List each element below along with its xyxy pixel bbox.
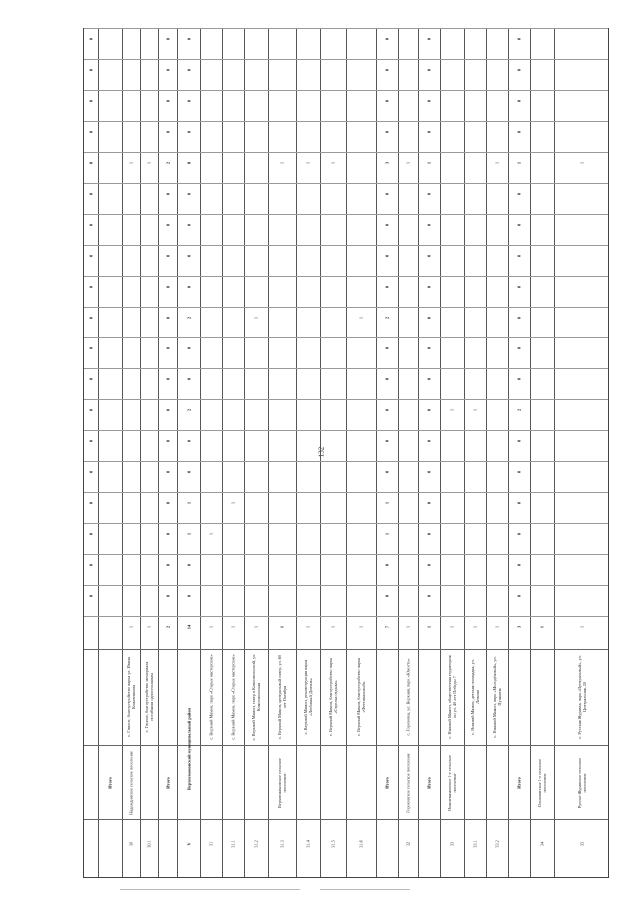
footer-rule-right bbox=[320, 889, 410, 890]
cell-value: 1 bbox=[186, 502, 191, 505]
cell-value: 0 bbox=[165, 316, 170, 319]
cell-value: 0 bbox=[384, 409, 390, 412]
cell-value: 1 bbox=[253, 625, 259, 629]
row-number: 33.2 bbox=[494, 840, 500, 848]
row-number: 31.2 bbox=[253, 840, 259, 848]
cell-value: 0 bbox=[165, 502, 170, 505]
section-divider bbox=[84, 819, 608, 820]
cell-value: 0 bbox=[165, 285, 170, 288]
district-name: Верхнемамонский муниципальный район bbox=[186, 708, 191, 790]
district-name: Верхнемамонское сельское поселение bbox=[277, 758, 287, 808]
band-divider bbox=[530, 29, 531, 877]
cell-value: 0 bbox=[516, 316, 522, 319]
cell-value: 0 bbox=[426, 533, 432, 536]
cell-value: 0 bbox=[88, 471, 94, 474]
cell-value: 0 bbox=[88, 409, 94, 412]
object-name: с. Верхний Мамон, сквер в Комсомольский, ул. Комсомольская bbox=[251, 653, 261, 741]
band-divider bbox=[346, 29, 347, 877]
column-divider bbox=[84, 152, 608, 153]
object-name: с. Гнилое, благоустройство парка ул. Ивана Кожевникова bbox=[126, 657, 136, 737]
band-divider bbox=[486, 29, 487, 877]
section-divider bbox=[84, 745, 608, 746]
cell-value: 1 bbox=[384, 502, 390, 505]
column-divider bbox=[84, 430, 608, 431]
column-divider bbox=[84, 585, 608, 586]
cell-value: 2 bbox=[516, 409, 522, 412]
cell-value: 1 bbox=[128, 161, 134, 164]
cell-value: 0 bbox=[426, 192, 432, 195]
column-divider bbox=[84, 245, 608, 246]
district-name: Нижнемамонское 1-е сельское поселение bbox=[447, 755, 457, 811]
cell-value: 0 bbox=[88, 533, 94, 536]
cell-value: 1 bbox=[449, 409, 455, 412]
cell-value: 0 bbox=[88, 130, 94, 133]
cell-value: 0 bbox=[165, 409, 170, 412]
cell-value: 0 bbox=[384, 223, 390, 226]
cell-value: 0 bbox=[426, 316, 432, 319]
cell-value: 0 bbox=[426, 254, 432, 257]
cell-value: 0 bbox=[516, 254, 522, 257]
row-number: 34 bbox=[539, 841, 545, 847]
cell-value: 0 bbox=[426, 130, 432, 133]
column-divider bbox=[84, 28, 608, 29]
cell-value: 1 bbox=[146, 625, 152, 629]
column-divider bbox=[84, 554, 608, 555]
cell-value: 0 bbox=[165, 223, 170, 226]
row-number: 35 bbox=[579, 841, 585, 847]
band-divider bbox=[200, 29, 201, 877]
cell-value: 0 bbox=[426, 378, 432, 381]
district-name: Гороховское сельское поселение bbox=[405, 753, 411, 813]
cell-value: 0 bbox=[426, 440, 432, 443]
cell-value: 0 bbox=[516, 192, 522, 195]
object-name: с. Верхний Мамон, благоустройство парка «Фестивальный» bbox=[356, 658, 366, 736]
object-name: с. Нижний Мамон, детская площадка, ул. Ленина bbox=[470, 659, 480, 735]
cell-value: 0 bbox=[384, 440, 390, 443]
cell-value: 0 bbox=[186, 347, 191, 350]
object-name: с. Нижний Мамон, парк «Молодёжный», ул. Пушкина bbox=[492, 656, 502, 738]
cell-value: 2 bbox=[186, 316, 191, 319]
cell-value: 0 bbox=[426, 223, 432, 226]
cell-value: 1 bbox=[330, 625, 336, 629]
object-name: с. Гороховка, ул. Верхняя, парк «Юность» bbox=[405, 658, 411, 736]
cell-value: 0 bbox=[88, 285, 94, 288]
cell-value: 1 bbox=[358, 316, 364, 319]
cell-value: 0 bbox=[88, 192, 94, 195]
cell-value: 1 bbox=[384, 533, 390, 536]
band-divider bbox=[222, 29, 223, 877]
cell-value: 0 bbox=[426, 502, 432, 505]
footer-rule-left bbox=[120, 889, 300, 890]
cell-value: 1 bbox=[305, 625, 311, 629]
row-number: 31.4 bbox=[305, 840, 311, 848]
cell-value: 0 bbox=[165, 563, 170, 567]
cell-value: 2 bbox=[384, 316, 390, 319]
cell-value: 8 bbox=[279, 625, 285, 629]
band-divider bbox=[296, 29, 297, 877]
object-name: с. Верхний Мамон, реконструкция парка «Любимый Дончик» bbox=[303, 659, 313, 735]
band-divider bbox=[508, 29, 509, 877]
cell-value: 0 bbox=[165, 471, 170, 474]
cell-value: 0 bbox=[426, 563, 432, 567]
cell-value: 0 bbox=[516, 37, 522, 41]
cell-value: 8 bbox=[186, 161, 191, 164]
cell-value: 0 bbox=[516, 440, 522, 443]
cell-value: 0 bbox=[186, 192, 191, 195]
cell-value: 0 bbox=[516, 285, 522, 288]
cell-value: 0 bbox=[384, 130, 390, 133]
cell-value: 2 bbox=[165, 161, 170, 164]
total-label: Итого bbox=[165, 777, 170, 789]
cell-value: 0 bbox=[426, 37, 432, 41]
total-label: Итого bbox=[516, 777, 522, 789]
cell-value: 0 bbox=[384, 37, 390, 41]
cell-value: 0 bbox=[88, 254, 94, 257]
cell-value: 0 bbox=[384, 285, 390, 288]
cell-value: 1 bbox=[230, 502, 236, 505]
cell-value: 0 bbox=[88, 440, 94, 443]
cell-value: 3 bbox=[516, 625, 522, 629]
cell-value: 1 bbox=[426, 161, 432, 164]
cell-value: 1 bbox=[128, 625, 134, 629]
cell-value: 1 bbox=[208, 625, 214, 629]
row-number: 33.1 bbox=[472, 840, 478, 848]
page-number: 132 bbox=[317, 446, 326, 458]
cell-value: 0 bbox=[88, 99, 94, 103]
band-divider bbox=[320, 29, 321, 877]
cell-value: 0 bbox=[165, 254, 170, 257]
band-divider bbox=[140, 29, 141, 877]
cell-value: 0 bbox=[516, 130, 522, 133]
cell-value: 0 bbox=[88, 37, 94, 41]
band-divider bbox=[398, 29, 399, 877]
column-divider bbox=[84, 90, 608, 91]
cell-value: 0 bbox=[384, 254, 390, 257]
cell-value: 1 bbox=[186, 533, 191, 536]
cell-value: 0 bbox=[426, 347, 432, 350]
cell-value: 1 bbox=[358, 625, 364, 629]
column-divider bbox=[84, 461, 608, 462]
cell-value: 1 bbox=[405, 161, 411, 164]
cell-value: 0 bbox=[186, 37, 191, 41]
column-divider bbox=[84, 523, 608, 524]
cell-value: 0 bbox=[165, 378, 170, 381]
cell-value: 1 bbox=[472, 625, 478, 629]
band-divider bbox=[268, 29, 269, 877]
band-divider bbox=[418, 29, 419, 877]
column-divider bbox=[84, 399, 608, 400]
column-divider bbox=[84, 337, 608, 338]
total-label: Итого bbox=[426, 777, 432, 789]
object-name: с. Гнилое, благоустройство мемориала погибшим односельчанам bbox=[144, 661, 154, 733]
cell-value: 0 bbox=[186, 285, 191, 288]
band-divider bbox=[554, 29, 555, 877]
cell-value: 0 bbox=[516, 533, 522, 536]
cell-value: 0 bbox=[88, 563, 94, 567]
object-name: с. Верхний Мамон, благоустройство парка «Стрелка отдыха» bbox=[328, 658, 338, 736]
cell-value: 3 bbox=[384, 161, 390, 164]
row-number: 31.3 bbox=[279, 840, 285, 848]
row-number: 33 bbox=[449, 841, 455, 847]
cell-value: 0 bbox=[539, 625, 545, 629]
cell-value: 1 bbox=[146, 161, 152, 164]
row-number: 30.1 bbox=[146, 840, 152, 848]
cell-value: 0 bbox=[88, 161, 94, 164]
row-number: 31 bbox=[208, 841, 214, 847]
column-divider bbox=[84, 492, 608, 493]
cell-value: 0 bbox=[384, 68, 390, 72]
column-divider bbox=[84, 307, 608, 308]
cell-value: 0 bbox=[165, 37, 170, 41]
column-divider bbox=[84, 368, 608, 369]
cell-value: 1 bbox=[208, 533, 214, 536]
cell-value: 0 bbox=[186, 68, 191, 72]
cell-value: 0 bbox=[88, 378, 94, 381]
cell-value: 0 bbox=[186, 99, 191, 103]
cell-value: 0 bbox=[384, 563, 390, 567]
cell-value: 0 bbox=[88, 223, 94, 226]
cell-value: 1 bbox=[472, 409, 478, 412]
cell-value: 2 bbox=[165, 625, 170, 629]
cell-value: 0 bbox=[88, 347, 94, 350]
column-divider bbox=[84, 121, 608, 122]
band-divider bbox=[177, 29, 178, 877]
cell-value: 0 bbox=[516, 378, 522, 381]
cell-value: 1 bbox=[426, 625, 432, 629]
band-divider bbox=[122, 29, 123, 877]
cell-value: 0 bbox=[186, 471, 191, 474]
band-divider bbox=[376, 29, 377, 877]
cell-value: 0 bbox=[165, 68, 170, 72]
row-number: 32 bbox=[405, 841, 411, 847]
cell-value: 0 bbox=[88, 316, 94, 319]
cell-value: 0 bbox=[88, 502, 94, 505]
column-divider bbox=[84, 214, 608, 215]
cell-value: 1 bbox=[305, 161, 311, 164]
cell-value: 1 bbox=[494, 625, 500, 629]
row-number: V bbox=[186, 842, 191, 846]
cell-value: 0 bbox=[426, 68, 432, 72]
column-divider bbox=[84, 59, 608, 60]
cell-value: 0 bbox=[186, 594, 191, 598]
cell-value: 0 bbox=[186, 130, 191, 133]
object-name: с. Верхний Мамон, центральный сквер, ул. 60 лет Октября bbox=[277, 654, 287, 740]
cell-value: 0 bbox=[165, 192, 170, 195]
column-divider bbox=[84, 276, 608, 277]
cell-value: 1 bbox=[449, 625, 455, 629]
cell-value: 7 bbox=[384, 625, 390, 629]
cell-value: 0 bbox=[426, 594, 432, 598]
cell-value: 0 bbox=[426, 285, 432, 288]
band-divider bbox=[98, 29, 99, 877]
band-divider bbox=[244, 29, 245, 877]
cell-value: 0 bbox=[516, 347, 522, 350]
cell-value: 0 bbox=[426, 99, 432, 103]
cell-value: 0 bbox=[186, 563, 191, 567]
band-divider bbox=[158, 29, 159, 877]
district-name: Ольховатское 1-е сельское поселение bbox=[537, 758, 547, 808]
row-number: 31.5 bbox=[330, 840, 336, 848]
district-name: Надеждинское сельское поселение bbox=[128, 751, 134, 815]
total-label: Итого bbox=[107, 777, 113, 789]
cell-value: 0 bbox=[516, 563, 522, 567]
cell-value: 1 bbox=[405, 625, 411, 629]
object-name: с. Верхний Мамон, парк «Старые мастерские» bbox=[208, 654, 214, 740]
object-name: с. Русская Журавка, парк «Центральный», ул. Центральная, 20 bbox=[577, 655, 587, 739]
cell-value: 0 bbox=[384, 594, 390, 598]
cell-value: 1 bbox=[579, 625, 585, 629]
cell-value: 0 bbox=[165, 99, 170, 103]
cell-value: 0 bbox=[516, 99, 522, 103]
total-label: Итого bbox=[384, 777, 390, 789]
cell-value: 0 bbox=[516, 471, 522, 474]
cell-value: 0 bbox=[165, 594, 170, 598]
column-divider bbox=[84, 616, 608, 617]
cell-value: 1 bbox=[330, 161, 336, 164]
cell-value: 0 bbox=[426, 409, 432, 412]
row-number: 31.1 bbox=[230, 840, 236, 848]
section-divider bbox=[84, 649, 608, 650]
cell-value: 0 bbox=[165, 440, 170, 443]
band-divider bbox=[440, 29, 441, 877]
object-name: с. Нижний Мамон, общественная территория по ул. 40 лет Победы 7 bbox=[447, 655, 457, 739]
rotated-data-table bbox=[83, 28, 609, 878]
cell-value: 2 bbox=[186, 409, 191, 412]
cell-value: 0 bbox=[165, 347, 170, 350]
cell-value: 0 bbox=[516, 68, 522, 72]
cell-value: 0 bbox=[165, 130, 170, 133]
row-number: 31.6 bbox=[358, 840, 364, 848]
cell-value: 0 bbox=[516, 223, 522, 226]
cell-value: 0 bbox=[426, 471, 432, 474]
cell-value: 0 bbox=[186, 440, 191, 443]
row-number: 30 bbox=[128, 841, 134, 847]
cell-value: 0 bbox=[384, 471, 390, 474]
cell-value: 0 bbox=[516, 502, 522, 505]
cell-value: 0 bbox=[384, 378, 390, 381]
cell-value: 0 bbox=[516, 594, 522, 598]
district-name: Русско-Журавское сельское поселение bbox=[577, 757, 587, 809]
cell-value: 1 bbox=[279, 161, 285, 164]
cell-value: 0 bbox=[88, 594, 94, 598]
cell-value: 0 bbox=[384, 347, 390, 350]
cell-value: 0 bbox=[186, 254, 191, 257]
cell-value: 1 bbox=[253, 316, 259, 319]
cell-value: 1 bbox=[494, 161, 500, 164]
cell-value: 0 bbox=[384, 99, 390, 103]
object-name: с. Верхний Мамон, парк «Старые мастерские» bbox=[230, 654, 236, 740]
cell-value: 0 bbox=[384, 192, 390, 195]
cell-value: 0 bbox=[165, 533, 170, 536]
column-divider bbox=[84, 183, 608, 184]
cell-value: 1 bbox=[230, 625, 236, 629]
cell-value: 0 bbox=[186, 378, 191, 381]
cell-value: 0 bbox=[88, 68, 94, 72]
cell-value: 1 bbox=[516, 161, 522, 164]
cell-value: 14 bbox=[186, 624, 191, 630]
band-divider bbox=[464, 29, 465, 877]
cell-value: 0 bbox=[186, 223, 191, 226]
cell-value: 1 bbox=[579, 161, 585, 164]
